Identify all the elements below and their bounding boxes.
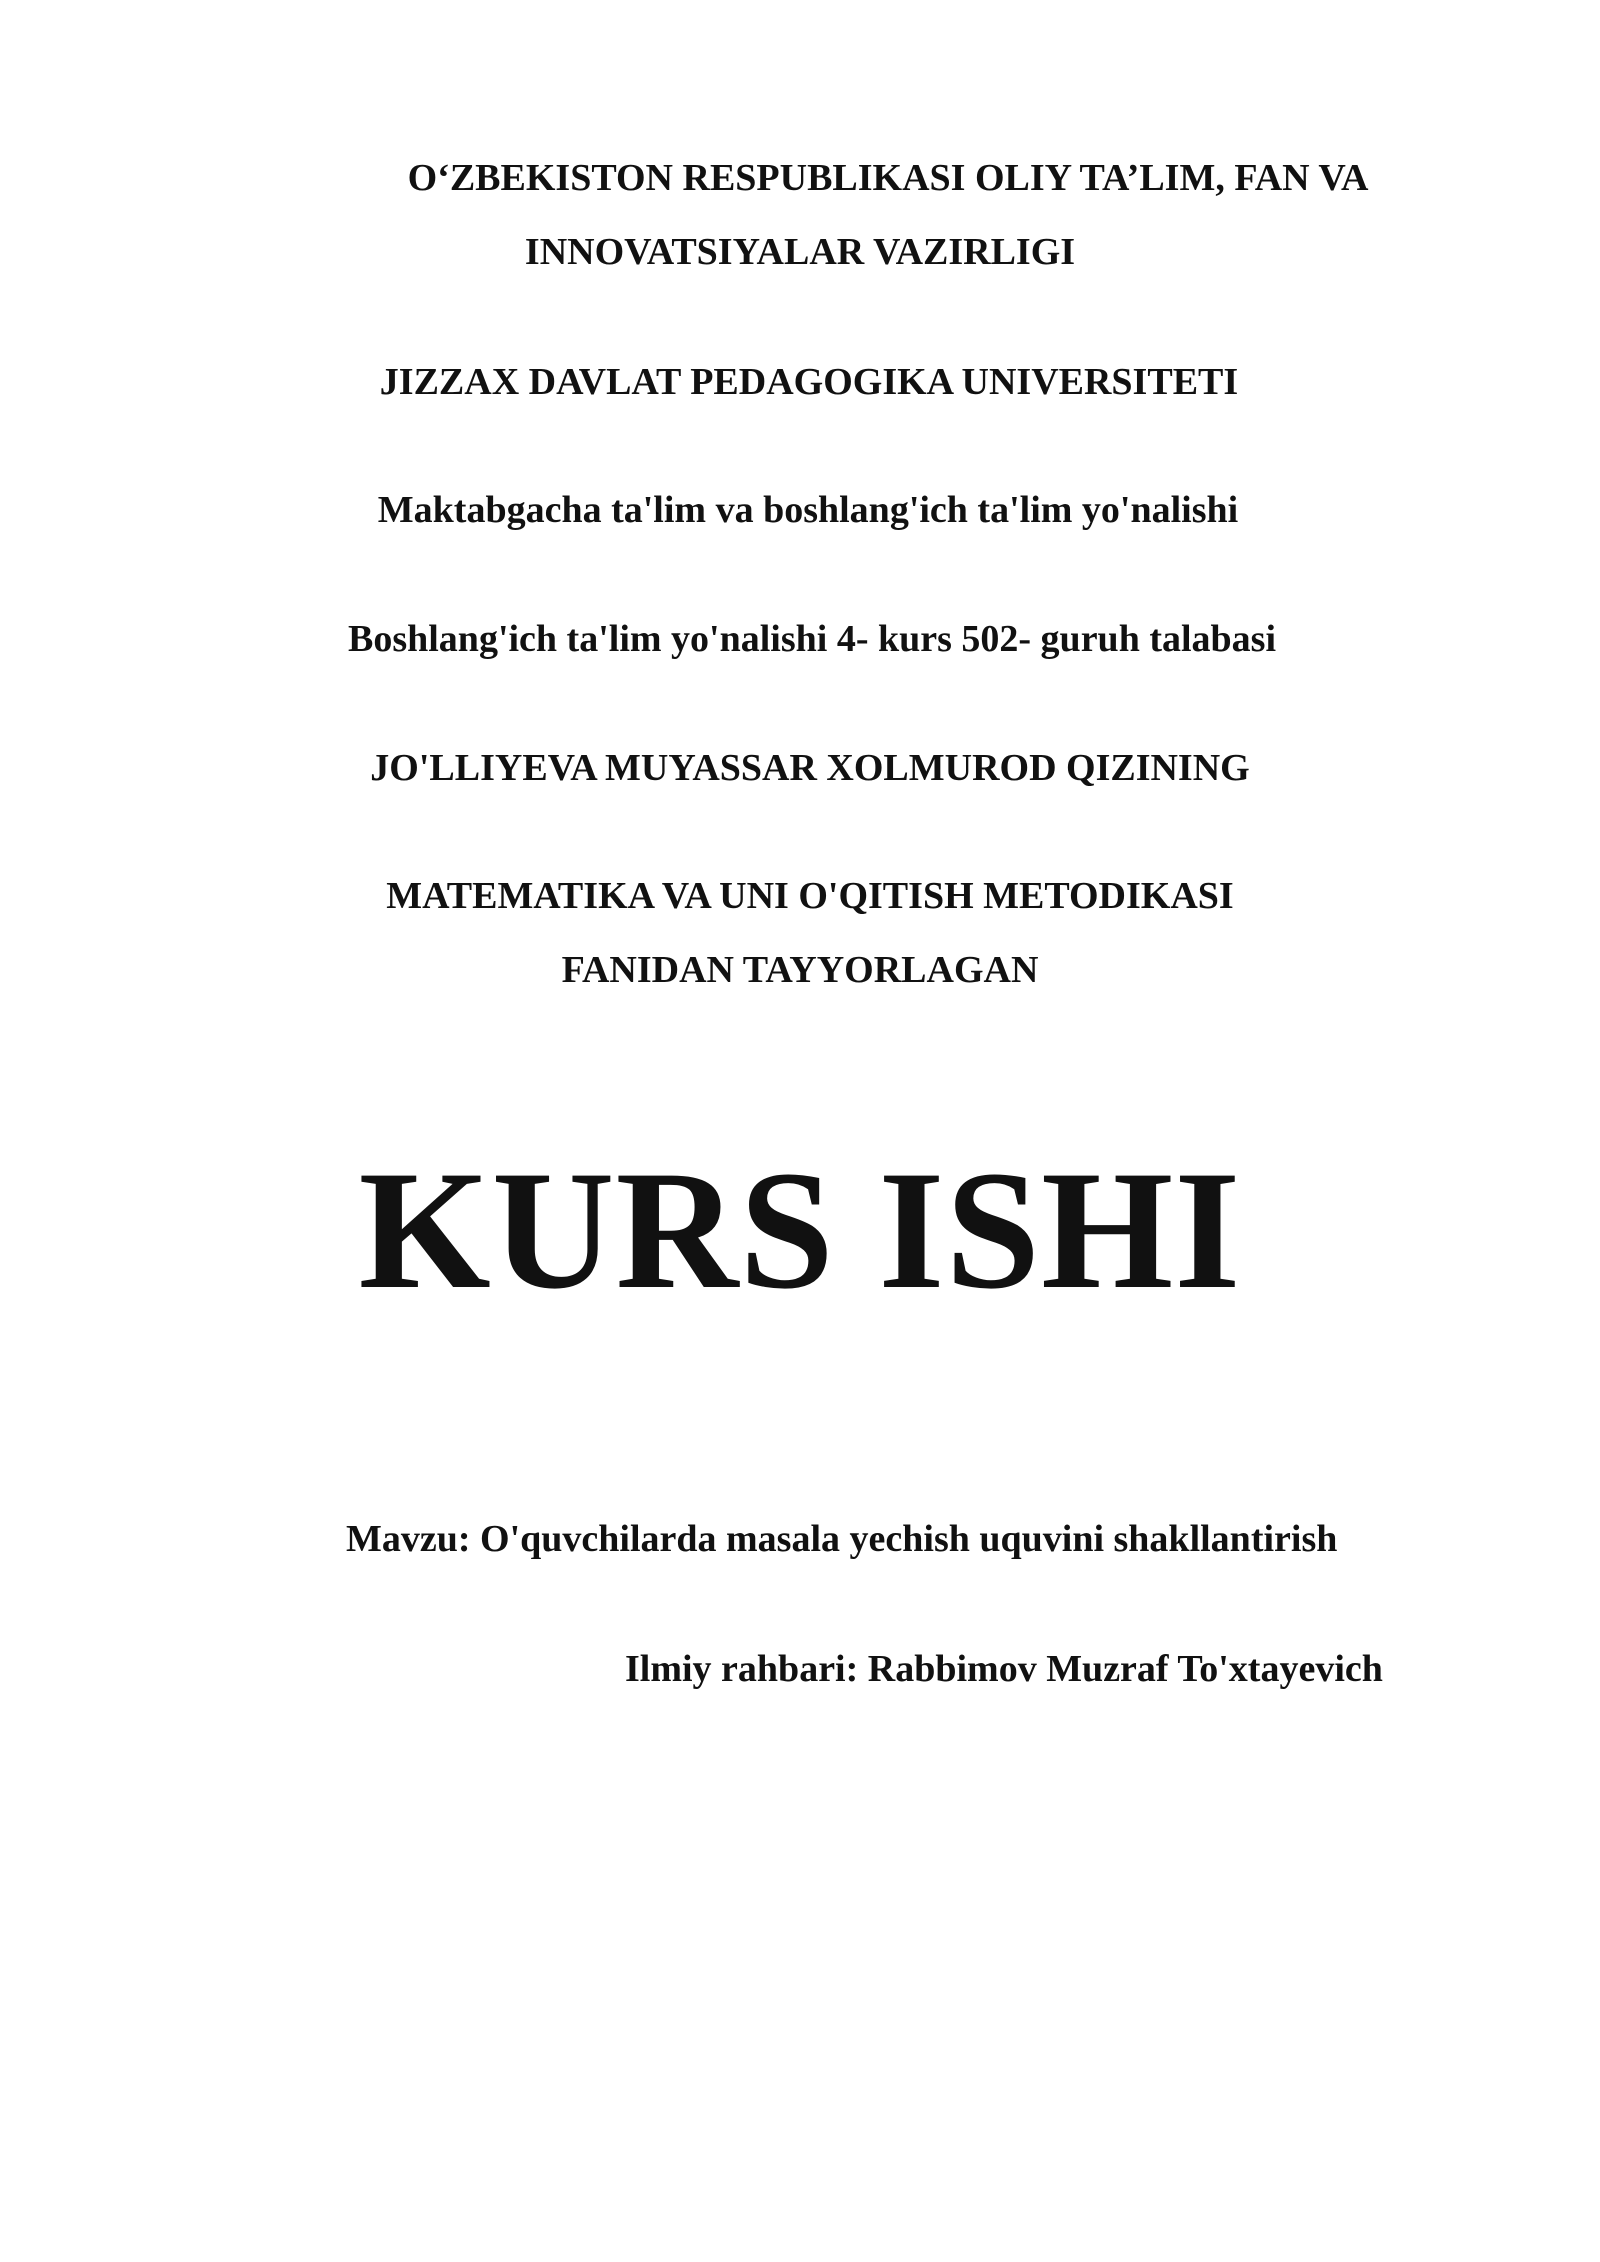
topic-line: Mavzu: O'quvchilarda masala yechish uquvini shakllantirish — [346, 1518, 1338, 1560]
ministry-line-1: O‘ZBEKISTON RESPUBLIKASI OLIY TA’LIM, FAN VA — [407, 157, 1369, 199]
university-name: JIZZAX DAVLAT PEDAGOGIKA UNIVERSITETI — [379, 361, 1239, 403]
subject-line-1: MATEMATIKA VA UNI O'QITISH METODIKASI — [386, 875, 1234, 917]
document-title: KURS ISHI — [358, 1136, 1242, 1324]
student-name: JO'LLIYEVA MUYASSAR XOLMUROD QIZINING — [370, 747, 1250, 789]
ministry-line-2: INNOVATSIYALAR VAZIRLIGI — [524, 231, 1076, 273]
student-info: Boshlang'ich ta'lim yo'nalishi 4- kurs 502- guruh talabasi — [347, 618, 1277, 660]
department-name: Maktabgacha ta'lim va boshlang'ich ta'lim yo'nalishi — [377, 489, 1239, 531]
advisor-line: Ilmiy rahbari: Rabbimov Muzraf To'xtayevich — [625, 1648, 1383, 1690]
subject-line-2: FANIDAN TAYYORLAGAN — [561, 949, 1039, 991]
